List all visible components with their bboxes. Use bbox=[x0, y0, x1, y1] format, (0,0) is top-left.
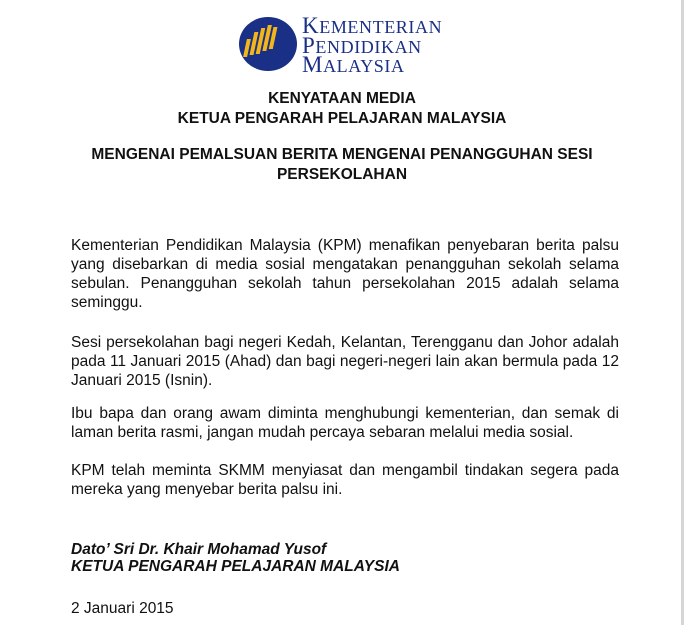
kpm-emblem-icon bbox=[238, 15, 298, 73]
statement-subject bbox=[70, 145, 614, 185]
logo-line-2: PENDIDIKAN bbox=[302, 32, 422, 58]
body-paragraph-3: Ibu bapa dan orang awam diminta menghubungi kementerian, dan semak di laman berita rasmi, jangan mudah percaya sebaran melalui media sosial. bbox=[71, 405, 619, 441]
signatory-name: Dato’ Sri Dr. Khair Mohamad Yusof bbox=[71, 541, 327, 558]
header-line-1: KENYATAAN MEDIA bbox=[268, 90, 416, 107]
subject-line-2: PERSEKOLAHAN bbox=[276, 166, 408, 183]
logo-wordmark bbox=[302, 13, 443, 77]
body-paragraph-1: Kementerian Pendidikan Malaysia (KPM) menafikan penyebaran berita palsu yang disebarkan di media sosial mengatakan penangguhan sekolah selama sebulan. Penangguhan sekolah tahun persekolahan 2015 adalah selama seminggu. bbox=[71, 237, 619, 311]
logo-line-1: KEMENTERIAN bbox=[302, 13, 443, 38]
body-paragraph-2: Sesi persekolahan bagi negeri Kedah, Kelantan, Terengganu dan Johor adalah pada 11 Januari 2015 (Ahad) dan bagi negeri-negeri lain akan bermula pada 12 Januari 2015 (Isnin). bbox=[71, 334, 619, 389]
body-paragraph-4: KPM telah meminta SKMM menyiasat dan mengambil tindakan segera pada mereka yang menyebar berita palsu ini. bbox=[71, 462, 619, 498]
logo-line-3: MALAYSIA bbox=[302, 52, 405, 77]
header-line-2: KETUA PENGARAH PELAJARAN MALAYSIA bbox=[177, 110, 507, 127]
signatory-title: KETUA PENGARAH PELAJARAN MALAYSIA bbox=[71, 558, 400, 575]
statement-date: 2 Januari 2015 bbox=[71, 600, 174, 617]
subject-line-1: MENGENAI PEMALSUAN BERITA MENGENAI PENANGGUHAN SESI bbox=[91, 146, 593, 163]
media-statement-header bbox=[0, 89, 684, 129]
ministry-logo bbox=[238, 13, 458, 77]
